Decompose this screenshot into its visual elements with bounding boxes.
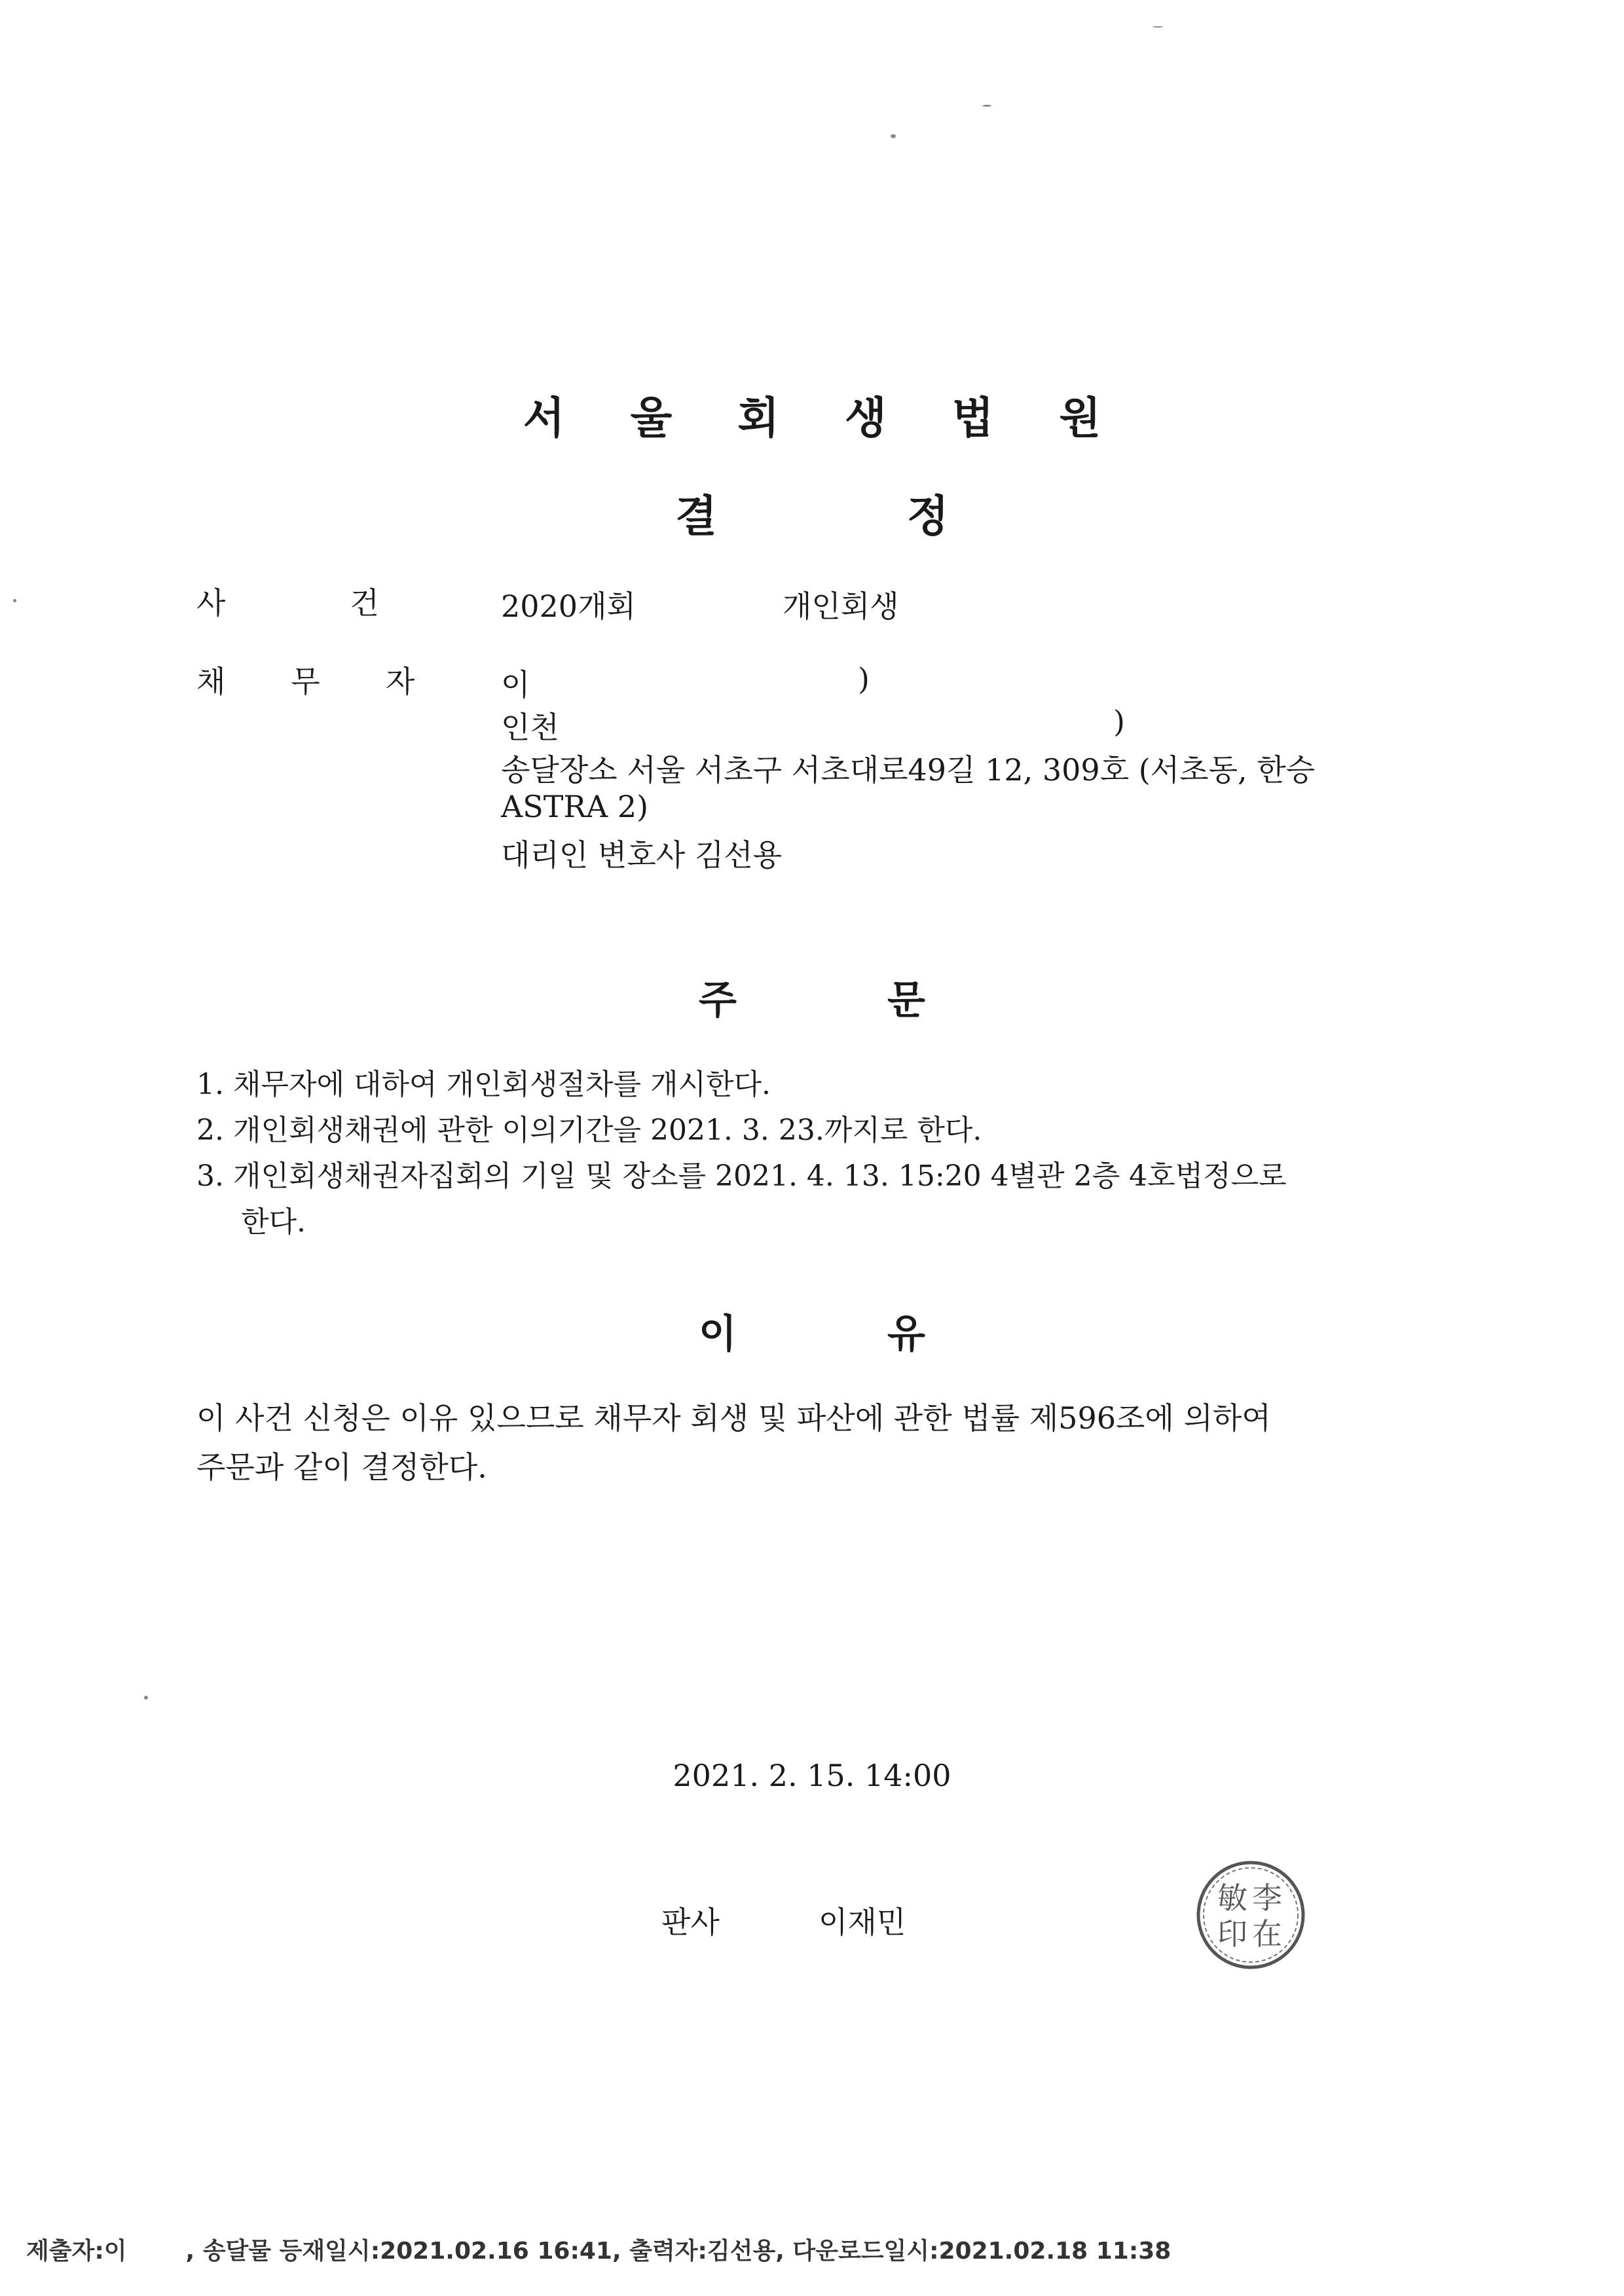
document-title: 결정 bbox=[675, 491, 1139, 541]
order-item-3-continuation: 한다. bbox=[241, 1205, 306, 1239]
case-type: 개인회생 bbox=[783, 589, 899, 624]
service-address-line2: ASTRA 2) bbox=[501, 789, 649, 824]
reasons-line-2: 주문과 같이 결정한다. bbox=[196, 1449, 487, 1485]
debtor-address-trailing: ) bbox=[1113, 704, 1125, 739]
debtor-label: 채무자 bbox=[196, 664, 481, 699]
service-address-line1: 송달장소 서울 서초구 서초대로49길 12, 309호 (서초동, 한승 bbox=[501, 752, 1316, 788]
order-item-2: 2. 개인회생채권에 관한 이의기간을 2021. 3. 23.까지로 한다. bbox=[196, 1114, 982, 1147]
order-heading: 주문 bbox=[699, 977, 1076, 1023]
scan-speck bbox=[1153, 26, 1163, 27]
svg-text:在: 在 bbox=[1252, 1916, 1282, 1952]
judge-title: 판사 bbox=[661, 1904, 720, 1940]
debtor-name: 이 bbox=[501, 667, 530, 702]
debtor-attorney: 대리인 변호사 김선용 bbox=[501, 837, 783, 873]
footer-delivery-info: , 송달물 등재일시:2021.02.16 16:41, 출력자:김선용, 다운로드일시:2021.02.18 11:38 bbox=[185, 2238, 1172, 2265]
decision-date: 2021. 2. 15. 14:00 bbox=[673, 1758, 951, 1793]
scan-speck bbox=[144, 1696, 148, 1700]
debtor-name-trailing: ) bbox=[858, 661, 870, 697]
judge-seal bbox=[1192, 1856, 1310, 1974]
court-name: 서울회생법원 bbox=[523, 393, 1167, 443]
judge-name: 이재민 bbox=[819, 1904, 906, 1940]
reasons-heading: 이유 bbox=[699, 1311, 1076, 1357]
case-label: 사건 bbox=[196, 585, 504, 621]
footer-stamp bbox=[26, 2232, 1230, 2266]
scan-speck bbox=[891, 134, 896, 138]
order-item-3: 3. 개인회생채권자집회의 기일 및 장소를 2021. 4. 13. 15:20 4별관 2층 4호법정으로 bbox=[196, 1159, 1287, 1193]
scan-speck bbox=[982, 105, 991, 107]
svg-text:印: 印 bbox=[1217, 1916, 1247, 1952]
debtor-address: 인천 bbox=[501, 710, 559, 745]
scan-speck bbox=[13, 599, 16, 602]
order-item-1: 1. 채무자에 대하여 개인회생절차를 개시한다. bbox=[196, 1068, 771, 1101]
reasons-line-1: 이 사건 신청은 이유 있으므로 채무자 회생 및 파산에 관한 법률 제596조에 의하여 bbox=[196, 1400, 1271, 1436]
svg-text:敏: 敏 bbox=[1217, 1880, 1247, 1916]
footer-submitter: 제출자:이 bbox=[26, 2238, 127, 2265]
case-number: 2020개회 bbox=[501, 589, 636, 624]
svg-text:李: 李 bbox=[1252, 1880, 1282, 1916]
